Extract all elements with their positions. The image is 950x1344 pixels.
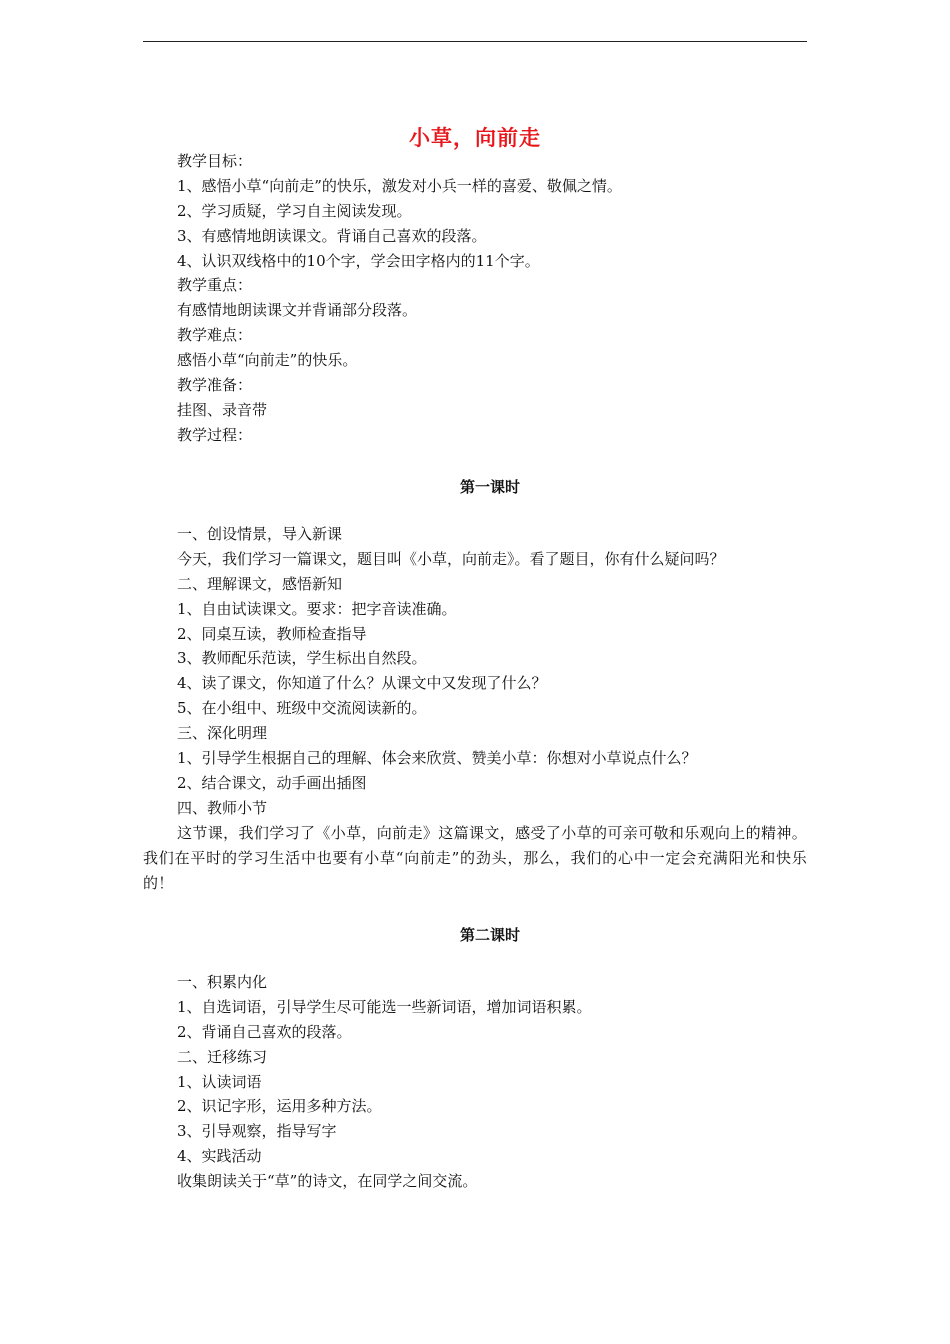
lesson1-line: 三、深化明理 [177,724,268,743]
lesson1-section [177,522,807,821]
document-title: 小草，向前走 [409,125,541,150]
difficulty-heading: 教学难点： [177,326,253,345]
objective-item: 4、认识双线格中的10个字，学会田字格内的11个字。 [177,251,540,270]
lesson2-section [177,970,807,1194]
lesson2-line: 二、迁移练习 [177,1047,268,1066]
lesson2-line: 2、背诵自己喜欢的段落。 [177,1022,352,1041]
lesson1-line: 四、教师小节 [177,798,268,817]
lesson1-line: 2、结合课文，动手画出插图 [177,773,367,792]
lesson1-line: 二、理解课文，感悟新知 [177,574,343,593]
preparation-heading: 教学准备： [177,376,253,395]
lesson1-summary: 这节课，我们学习了《小草，向前走》这篇课文，感受了小草的可亲可敬和乐观向上的精神。我们在平时的学习生活中也要有小草“向前走”的劲头，那么，我们的心中一定会充满阳光和快乐的！ [143,824,807,892]
lesson2-line: 1、自选词语，引导学生尽可能选一些新词语，增加词语积累。 [177,997,592,1016]
preparation-text: 挂图、录音带 [177,400,268,419]
process-heading: 教学过程： [177,425,253,444]
objective-item: 1、感悟小草“向前走”的快乐，激发对小兵一样的喜爱、敬佩之情。 [177,176,622,195]
objectives-heading: 教学目标： [177,152,253,170]
lesson2-line: 3、引导观察，指导写字 [177,1122,337,1141]
lesson1-line: 1、引导学生根据自己的理解、体会来欣赏、赞美小草：你想对小草说点什么？ [177,749,697,768]
lesson2-line: 4、实践活动 [177,1147,262,1166]
lesson1-line: 4、读了课文，你知道了什么？从课文中又发现了什么？ [177,674,547,693]
lesson1-line: 今天，我们学习一篇课文，题目叫《小草，向前走》。看了题目，你有什么疑问吗？ [177,549,725,568]
lesson1-line: 一、创设情景，导入新课 [177,525,343,543]
lesson1-line: 2、同桌互读，教师检查指导 [177,624,367,643]
key-point-text: 有感情地朗读课文并背诵部分段落。 [177,301,418,320]
objective-item: 3、有感情地朗读课文。背诵自己喜欢的段落。 [177,226,487,245]
key-point-heading: 教学重点： [177,276,253,295]
intro-section [177,149,807,448]
lesson2-line: 2、识记字形，运用多种方法。 [177,1097,382,1116]
lesson1-line: 5、在小组中、班级中交流阅读新的。 [177,699,427,718]
difficulty-text: 感悟小草“向前走”的快乐。 [177,351,358,370]
lesson2-line: 1、认读词语 [177,1072,262,1091]
header-rule [143,41,807,42]
lesson2-line: 一、积累内化 [177,973,268,991]
lesson1-line: 3、教师配乐范读，学生标出自然段。 [177,649,427,668]
lesson2-heading: 第二课时 [459,926,520,944]
lesson1-heading: 第一课时 [459,478,520,496]
lesson1-line: 1、自由试读课文。要求：把字音读准确。 [177,599,457,618]
lesson2-line: 收集朗读关于“草”的诗文，在同学之间交流。 [177,1172,478,1191]
objective-item: 2、学习质疑，学习自主阅读发现。 [177,201,412,220]
